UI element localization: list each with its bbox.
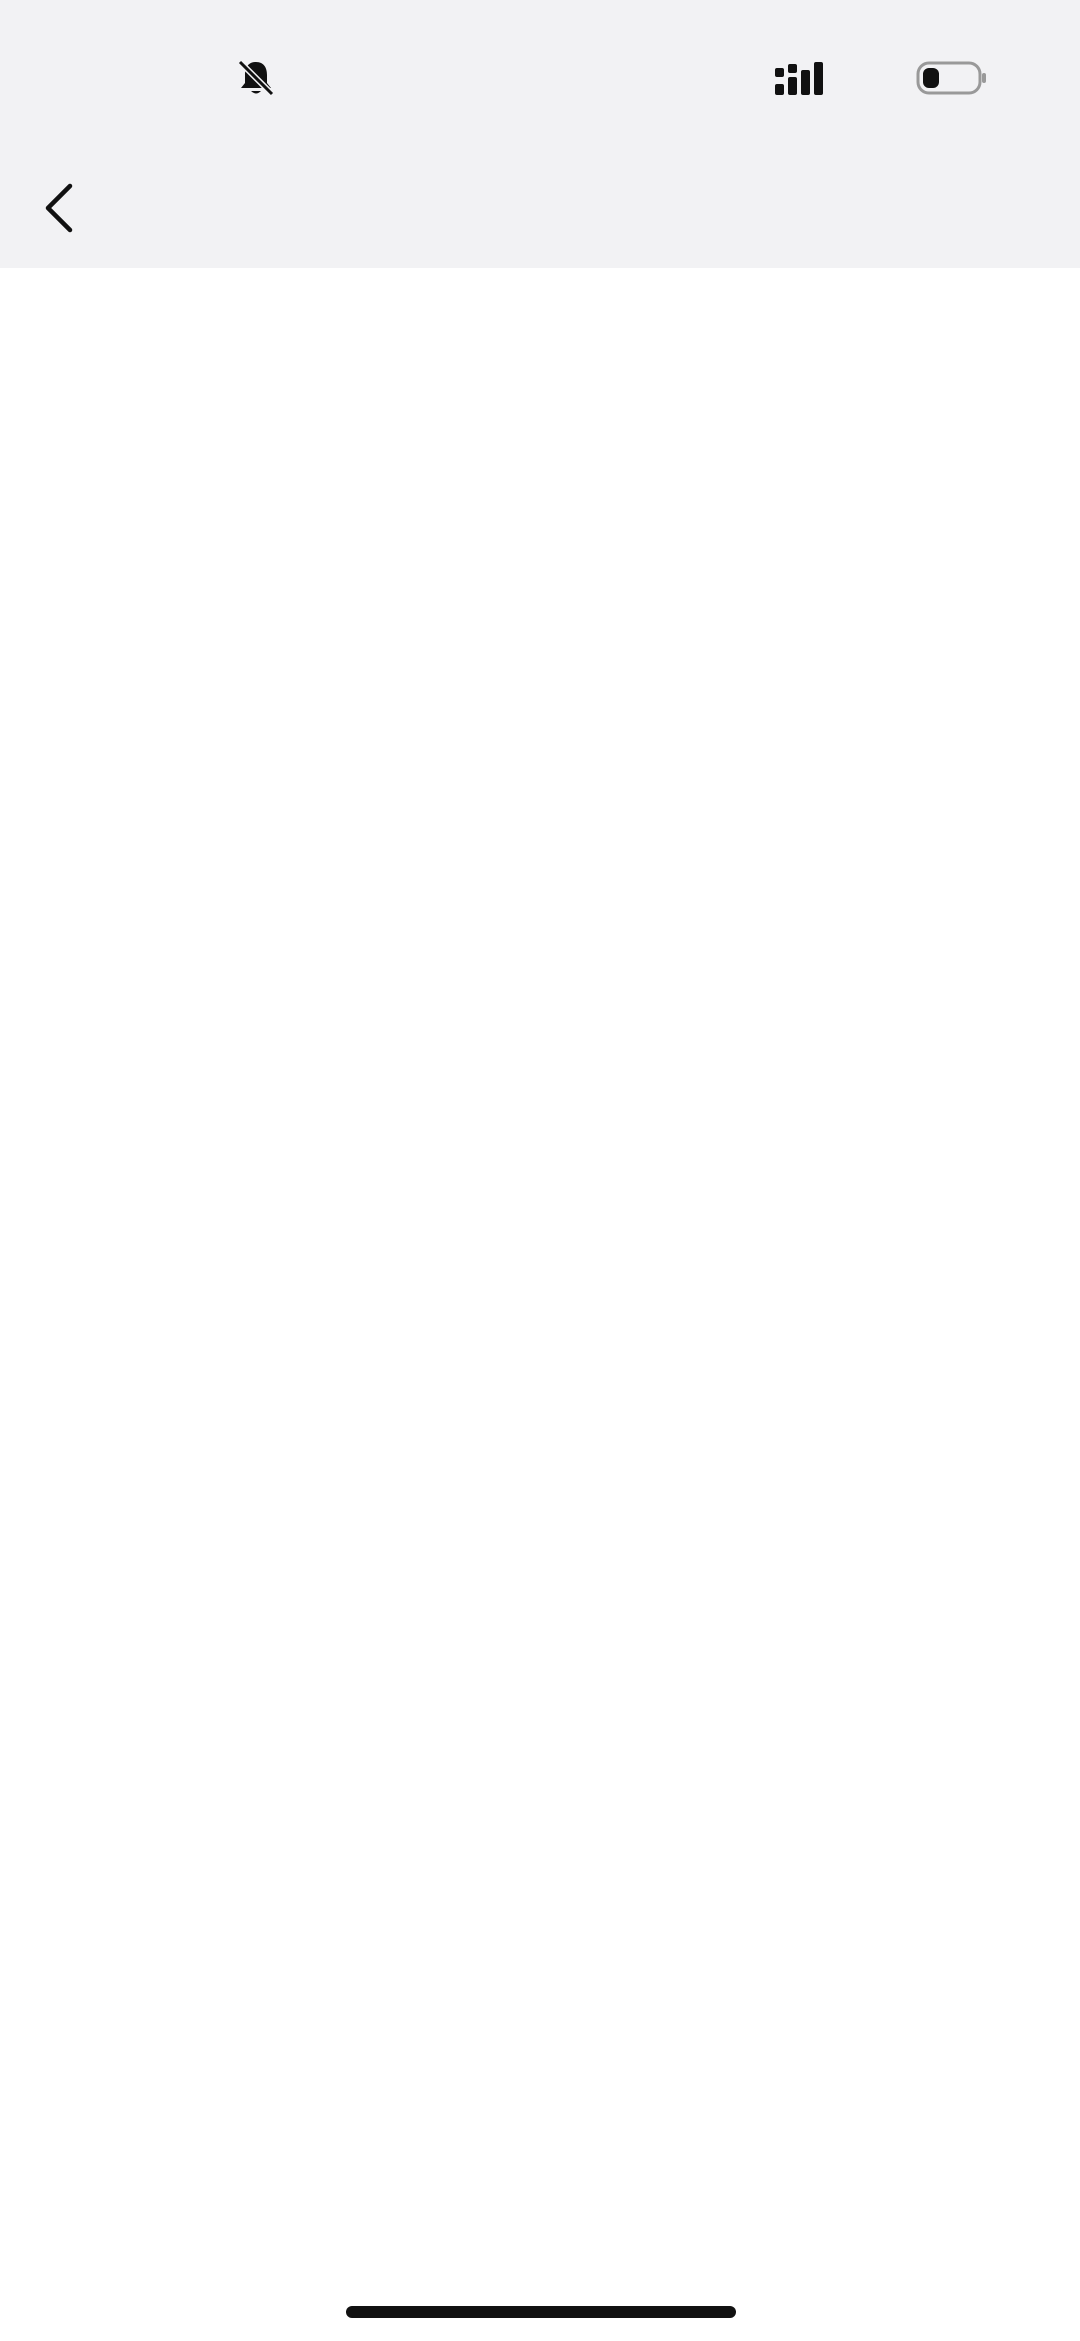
status-bar xyxy=(0,0,1080,150)
bell-muted-icon xyxy=(234,56,278,100)
battery-icon xyxy=(916,60,988,96)
document-viewport[interactable] xyxy=(0,268,1080,2341)
chevron-left-icon[interactable] xyxy=(40,180,80,236)
nav-bar xyxy=(0,150,1080,268)
more-options-icon[interactable] xyxy=(974,184,1054,234)
home-indicator xyxy=(346,2306,736,2318)
signal-icon xyxy=(775,62,835,96)
